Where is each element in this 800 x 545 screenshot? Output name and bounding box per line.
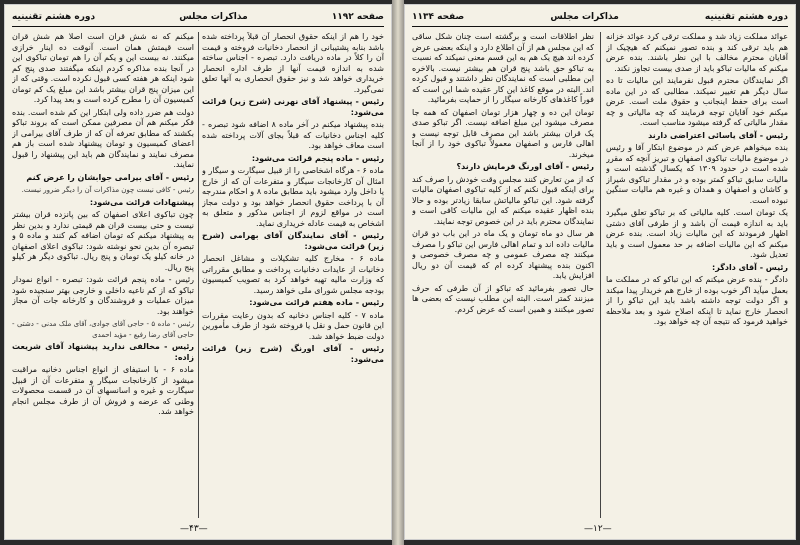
- column-divider: [198, 32, 199, 518]
- paragraph: رئیس - آقای بیرامی جوابشان را عرض کنم: [26, 172, 194, 182]
- paragraph: رئیس - ماده هفتم قرائت می‌شود:: [249, 298, 384, 307]
- paragraph: ماده ۷ - کلیه اجناس دخانیه که بدون رعایت مقررات این قانون حمل و نقل یا فروخته شود از طرف مأمورین دولت ضبط خواهد شد.: [202, 310, 384, 341]
- left-page: [4, 4, 392, 540]
- paragraph: رئیس - مخالفی ندارید پیشنهاد آقای شریعت زاده:: [12, 342, 194, 362]
- book-gutter: [392, 0, 404, 545]
- paragraph: دادگر - بنده عرض میکنم که این تباکو که در مملکت ما بعمل میآید اگر خوب بوده از خارج هم خریدار پیدا میکند و اگر دولت توجه داشته باشد باید این تباکو را از انحصار خارج نماید تا اینکه اصلاح شود و بعد ملاحظه خواهید فرمود که نتیجه آن چه خواهد بود.: [606, 275, 788, 326]
- text-column-left: [412, 32, 594, 518]
- paragraph: رئیس - آقای یاسائی اعتراضی دارند: [648, 130, 788, 140]
- text-column-right: [202, 32, 384, 518]
- header-session: دوره هشتم تقنینیه: [704, 12, 788, 22]
- header-page-ref: صفحه ۱۱۳۴: [412, 12, 465, 22]
- page-number: —۴۳—: [180, 524, 208, 534]
- paragraph: خود را هم از اینکه حقوق انحصار آن قبلاً پرداخته شده باشد بنابه پشتیبانی از انحصار دخانیات فروخته و قیمت آن را کلاً در ماده دریافت دارد. تبصره - اجناس ساخته شده به اندازه قیمت آنها از طرف اداره انحصار خریداری خواهد شد و نیز حقوق انحصاری به آنها تعلق نمی‌گیرد.: [202, 32, 384, 94]
- header-page-ref: صفحه ۱۱۹۲: [331, 12, 384, 22]
- header-rule: [412, 26, 788, 27]
- paragraph: یک تومان است. کلیه مالیاتی که بر تباکو تعلق میگیرد باید به اندازه قیمت آن باشد و از طرفی آقای دشتی اظهار فرمودند که این مالیات زیاد است. بنده عرض میکنم که این مالیات اضافه بر حد معمول است و باید تعدیل شود.: [606, 208, 788, 259]
- paragraph: رئیس - آقای اورنگ فرمایش دارند؟: [456, 162, 594, 171]
- paragraph: که از من تعارض کنند مجلس وقت خودش را صرف کند برای اینکه قبول نکنم که از کلیه تباکوی اصفهان مالیات گرفته شود. این تباکو مالیاتش سابقا زیادتر بوده و حالا بنده اظهار عقیده میکنم که این مالیات کافی است و نمایندگان محترم باید در این خصوص توجه نمایند.: [412, 174, 594, 226]
- paragraph: رئیس - آقای اورنگ (شرح زیر) قرائت می‌شود:: [202, 344, 384, 364]
- paragraph: حال تصور بفرمائید که تباکو از آن طرفی که حرف میزنند کمتر است. البته این مطلب نیست که بعضی ها تصور میکنند و همین است که عرض کردم.: [412, 283, 594, 314]
- page-number: —۱۲—: [584, 524, 612, 534]
- paragraph: رئیس - آقای نمایندگان آقای بهرامی (شرح زیر) قرائت می‌شود:: [202, 231, 384, 251]
- paragraph: بنده میخواهم عرض کنم در موضوع ابتکار آقا و رئیس در موضوع مالیات تباکوی اصفهان و تبریز آنچه که مقرر شده است در حدود ۱۳۰۹ که یکسال گذشته است و مالیات سابق تباکو کمتر بوده و در مقدار تباکوی شیراز و کاشان و اصفهان و همدان و غیره هم مالیات سنگین نبوده است.: [606, 143, 788, 205]
- page-header: [12, 10, 384, 24]
- paragraph: دولت هم ضرر داده ولی ابتکار این کم شده است. بنده فکر میکنم هم آن مصرفین ممکن است که بروند تباکو بکشند که مطابق تعرفه آن که از طرف آقای بیرامی از اعضای کمیسیون و تومان پیشنهاد شده است باز هم مصرف نمایند و نمایندگان هم باید این پیشنهاد را قبول نمایند.: [12, 107, 194, 169]
- paragraph: رئیس - کافی نیست چون مذاکرات آن را دیگر ضرور نیست.: [21, 186, 194, 194]
- paragraph: نظر اطلاقات است و برگشته است چنان شکل ساقی که این مجلس هم از آن اطلاع دارد و اینکه بعضی عرض کرده اند هیچ یک هم به این قسم معنی نمیکند که نسبت به تباکو حق باشد پنج قران هم بیشتر نیست. بالاخره این مطلبی است که نمایندگان نظر داشتند و قبول کرده اند. البته در موقع کاغذ این کار عقیده شما این است که فوراً کاغذهای کارخانه سیگار را از حمایت بفرمائید.: [412, 32, 594, 104]
- paragraph: عوائد مملکت زیاد شد و مملکت ترقی کرد عوائد خزانه هم باید ترقی کند و بنده تصور نمیکنم که هیچیک از آقایان محترم مخالف با این نظر باشند. بنده عرض میکنم که مالیات تباکو باید از صدی بیست تجاوز نکند.: [606, 32, 788, 73]
- header-title: مذاکرات مجلس: [179, 12, 248, 22]
- column-divider: [600, 32, 601, 518]
- text-column-right: [606, 32, 788, 518]
- paragraph: بنده پیشنهاد میکنم در آخر ماده ۸ اضافه شود تبصره - کلیه اجناس دخانیات که قبلاً بجای آلات پرداخته شده است معاف خواهد بود.: [202, 120, 384, 150]
- right-page: [404, 4, 796, 540]
- paragraph: ماده ۶ - با استیفای از انواع اجناس دخانیه مراقبت میشود از کارخانجات سیگار و متفرعات آن از قبیل سیگارت و غیره و اسانسهای آن در قسمت محصولات وطنی که عرضه و فروش آن از طرف مجلس انجام خواهد شد.: [12, 365, 194, 416]
- page-header: [412, 10, 788, 24]
- paragraph: ماده ۶ - مخارج کلیه تشکیلات و مشاغل انحصار دخانیات از عایدات دخانیات پرداخت و مطابق مقرراتی که وزارت مالیه تهیه خواهد کرد به تصویب کمیسیون بودجه مجلس شورای ملی خواهد رسید.: [202, 254, 384, 295]
- header-rule: [12, 26, 384, 27]
- text-column-left: [12, 32, 194, 518]
- header-title: مذاکرات مجلس: [550, 12, 619, 22]
- paragraph: رئیس - آقای دادگر:: [712, 262, 788, 272]
- paragraph: تومان این ده و چهار هزار تومان اصفهان که همه جا مصرف میشود این مبلغ اضافه نیست. اگر تباکو صدی یک قران بیشتر باشد این مصرف قابل توجه نیست و اهالی فارس و اصفهان معمولاً تباکوی خود را از آنجا میخرند.: [412, 107, 594, 159]
- paragraph: رئیس - ماده پنجم قرائت شود: تبصره - انواع نمودار تباکو که از کم ناعیه داخلی و خارجی بهتر سنجیده شود میزان عملیات و فروشندگان و کارخانه جات آن مجاز خواهند بود.: [12, 275, 194, 316]
- paragraph: هر سال دو ماه تومان و یک ماه در این باب دو قران مالیات داده اند و تمام اهالی فارس این تباکو را مصرف میکنند چه مصرف عمومی و چه مصرف خصوصی و اکنون بنده پیشنهاد کرده ام که قیمت آن دو ریال افزایش یابد.: [412, 229, 594, 280]
- paragraph: رئیس - ماده ۵ - حاجی آقای جوادی، آقای ملک مدنی - دشتی - حاجی آقای رضا رفیع - مؤید احمدی: [12, 320, 194, 339]
- paragraph: ماده ۶ - هرگاه اشخاصی را از قبیل سیگارت و سیگار و امثال آن کارخانجات سیگار و متفرعات آن که از خارج یا داخل وارد میشود باید مطابق ماده ۸ و احکام مندرجه آن با پرداخت حقوق انحصار خواهد بود و دولت مجاز است در مواقع لزوم از اجناس مذکور و متعلق به اشخاص به قیمت عادله خریداری نماید.: [202, 166, 384, 228]
- paragraph: رئیس - ماده پنجم قرائت می‌شود:: [251, 153, 384, 163]
- header-session: دوره هشتم تقنینیه: [12, 12, 96, 22]
- paragraph: میکنم که نه شش قران است اصلا هم شش قران است قیمتش همان است. آنوقت ده اینار خرازی میکنند. نه بیست این و یکم آن را هم تومان تباکوی این در آنجا بنده مذاکره کردم اینکه میگفتند صدی پنج کم شود اینکه هر هفته کسی قبول نکرده است. وقتی که از این میزان پنج قران بیشتر باشد این مبلغ یک کم تومان کمیسیون آن را مطرح کرده است و بعد پیدا کرد.: [12, 32, 194, 104]
- paragraph: اگر نمایندگان محترم قبول نفرمایند این مالیات تا ده سال دیگر هم تغییر نمیکند. مطالبی که در این ماده است برای حفظ اینجانب و حقوق ملت است. عرض میکنم خود آقایان توجه فرمایند که چه مالیاتی و چه مقدار مالیاتی که گرفته میشود مناسب است.: [606, 76, 788, 127]
- paragraph: رئیس - پیشنهاد آقای نهرنی (شرح زیر) قرائت می‌شود:: [202, 97, 384, 117]
- paragraph: چون تباکوی اعلای اصفهان که بین پانزده قران بیشتر نیست و حتی بیست قران هم قیمتی ندارد و بدین نظر به پیشنهاد میکنم که تومان اضافه کم کنند و ماده ۵ و تبصره آن بدین نحو نوشته شود: تباکوی اعلای اصفهان در خانه کیلو یک تومان و پنج ریال. تباکوی دیگر هر کیلو پنج ریال.: [12, 210, 194, 272]
- paragraph: پیشنهادات قرائت می‌شود:: [89, 197, 194, 207]
